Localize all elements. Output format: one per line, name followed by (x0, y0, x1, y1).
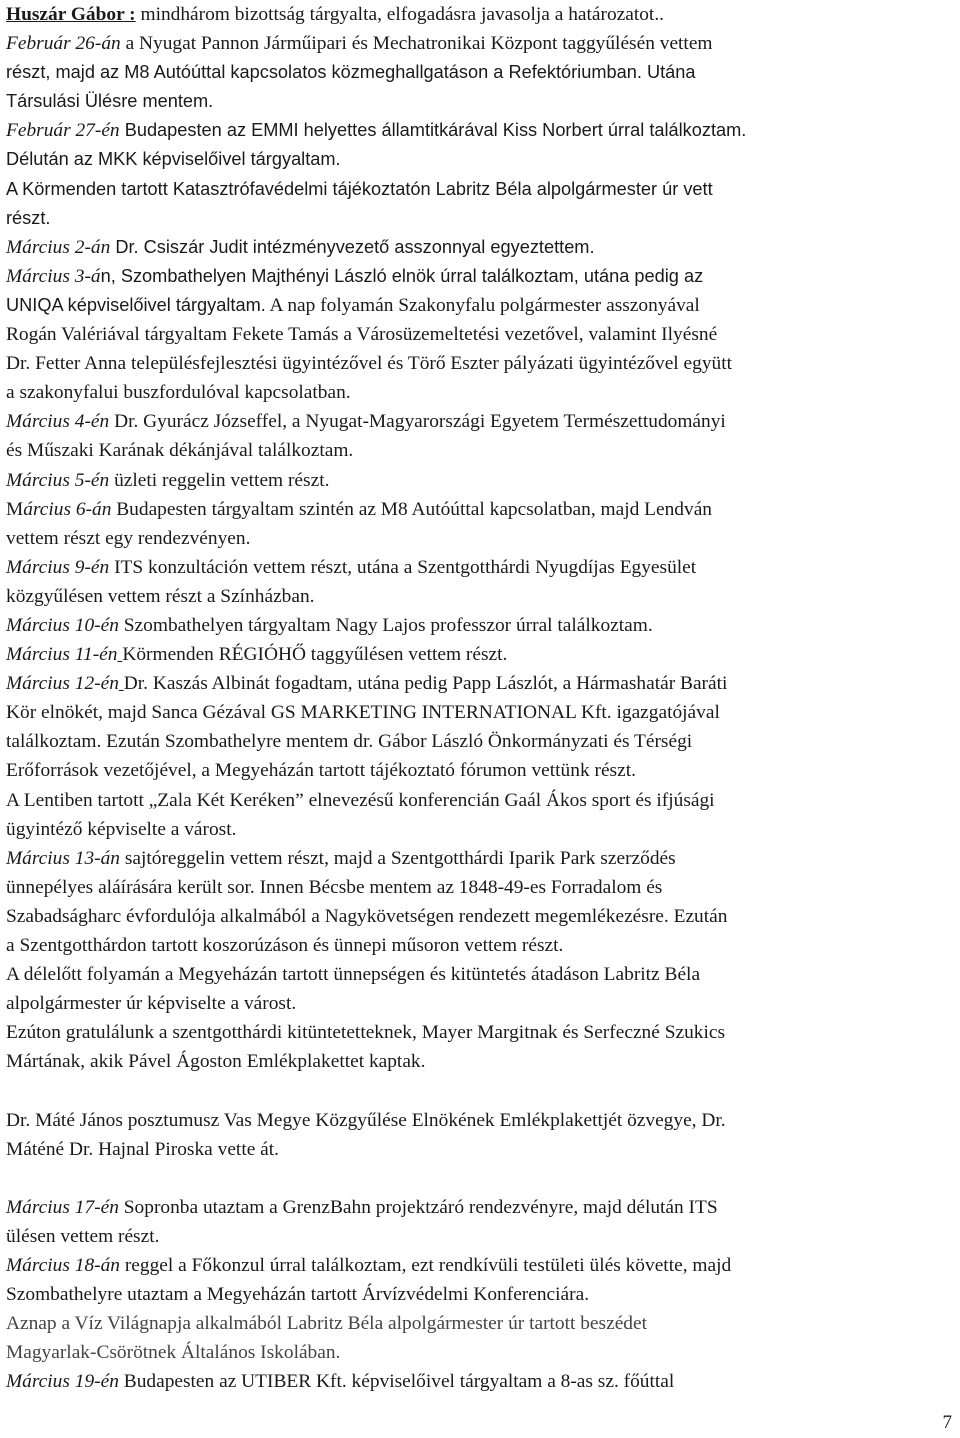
text-segment: Dr. Csiszár Judit intézményvezető asszonnyal egyeztettem. (110, 236, 595, 257)
blank-line (6, 1164, 954, 1193)
entry-date: Március 10-én (6, 614, 119, 636)
text-line (6, 0, 954, 29)
text-line (6, 204, 954, 233)
text-segment: közgyűlésen vettem részt a Színházban. (6, 585, 315, 607)
text-segment: Dr. Kaszás Albinát fogadtam, utána pedig Papp Lászlót, a Hármashatár Baráti (123, 673, 728, 695)
text-line (6, 1309, 954, 1338)
text-line (6, 815, 954, 844)
text-segment: alpolgármester úr képviselte a várost. (6, 993, 297, 1015)
document-body (6, 0, 954, 1397)
text-line (6, 1193, 954, 1222)
page-number: 7 (942, 1412, 952, 1433)
text-segment: mindhárom bizottság tárgyalta, elfogadásra javasolja a határozatot.. (135, 4, 665, 25)
text-segment: Délután az MKK képviselőivel tárgyaltam. (6, 149, 341, 170)
text-line (6, 175, 954, 204)
text-segment: UNIQA képviselőivel tárgyaltam. (6, 294, 266, 315)
entry-date: Március 13-án (6, 847, 120, 869)
text-line (6, 1106, 954, 1135)
text-line (6, 407, 954, 436)
text-segment: Budapesten az UTIBER Kft. képviselőivel tárgyaltam a 8-as sz. főúttal (118, 1371, 675, 1393)
text-segment: vettem részt egy rendezvényen. (6, 527, 251, 549)
entry-date: Március 18-án (6, 1255, 120, 1277)
text-segment: ünnepélyes aláírására került sor. Innen Bécsbe mentem az 1848-49-es Forradalom és (6, 876, 663, 898)
text-line (6, 466, 954, 495)
text-segment: ügyintéző képviselte a várost. (6, 818, 237, 840)
text-segment: ITS konzultáción vettem részt, utána a Szentgotthárdi Nyugdíjas Egyesület (109, 556, 697, 578)
text-line (6, 960, 954, 989)
text-segment: Máténé Dr. Hajnal Piroska vette át. (6, 1138, 280, 1160)
entry-date: Március 11-én (6, 644, 118, 666)
text-line (6, 931, 954, 960)
text-line (6, 29, 954, 58)
entry-date: Március 9-én (6, 556, 110, 578)
text-segment: részt. (6, 207, 51, 228)
text-segment: a Szentgotthárdon tartott koszorúzáson és ünnepi műsoron vettem részt. (6, 935, 564, 956)
text-line (6, 727, 954, 756)
text-line (6, 320, 954, 349)
text-segment: A Körmenden tartott Katasztrófavédelmi tájékoztatón Labritz Béla alpolgármester úr vett (6, 178, 713, 199)
text-segment: Körmenden RÉGIÓHŐ taggyűlésen vettem részt. (122, 644, 508, 666)
text-line (6, 582, 954, 611)
text-line (6, 262, 954, 291)
text-line (6, 145, 954, 174)
text-line (6, 58, 954, 87)
text-line (6, 495, 954, 524)
text-segment: reggel a Főkonzul úrral találkoztam, ezt rendkívüli testületi ülés követte, majd (120, 1255, 732, 1277)
text-line (6, 698, 954, 727)
text-segment: a szakonyfalui buszfordulóval kapcsolatban. (6, 382, 351, 404)
text-line (6, 553, 954, 582)
text-line (6, 669, 954, 698)
text-segment: Aznap a Víz Világnapja alkalmából Labritz Béla alpolgármester úr tartott beszédet (6, 1313, 647, 1335)
text-line (6, 378, 954, 407)
text-line (6, 1047, 954, 1076)
text-line (6, 116, 954, 145)
text-line (6, 902, 954, 931)
entry-date: Március 12-én (6, 673, 119, 695)
entry-date: Március 19-én (6, 1371, 119, 1393)
text-line (6, 436, 954, 465)
text-line (6, 1135, 954, 1164)
text-line (6, 233, 954, 262)
text-line (6, 1280, 954, 1309)
text-segment: Budapesten az EMMI helyettes államtitkárával Kiss Norbert úrral találkoztam. (119, 120, 747, 141)
text-line (6, 640, 954, 669)
text-line (6, 1367, 954, 1396)
entry-date: Február 27-én (6, 120, 120, 142)
text-line (6, 349, 954, 378)
entry-date: Március 2-án (6, 236, 111, 258)
text-segment: sajtóreggelin vettem részt, majd a Szentgotthárdi Iparik Park szerződés (120, 847, 676, 869)
entry-date: Március 17-én (6, 1196, 119, 1218)
text-line (6, 611, 954, 640)
text-segment: üzleti reggelin vettem részt. (109, 469, 330, 491)
text-segment: Szabadságharc évfordulója alkalmából a Nagykövetségen rendezett megemlékezésre. Ezután (6, 905, 728, 927)
text-segment: Ezúton gratulálunk a szentgotthárdi kitüntetetteknek, Mayer Margitnak és Serfeczné Szukics (6, 1022, 726, 1044)
text-segment: Mártának, akik Pável Ágoston Emlékplakettet kaptak. (6, 1051, 426, 1073)
text-segment: A Lentiben tartott „Zala Két Keréken” elnevezésű konferencián Gaál Ákos sport és ifjúsági (6, 789, 715, 811)
text-segment: Dr. Máté János posztumusz Vas Megye Közgyűlése Elnökének Emlékplakettjét özvegye, Dr. (6, 1109, 726, 1131)
text-segment: ülésen vettem részt. (6, 1225, 160, 1247)
text-segment: Sopronba utaztam a GrenzBahn projektzáró rendezvényre, majd délután ITS (118, 1196, 718, 1218)
text-segment: n, Szombathelyen Majthényi László elnök úrral találkoztam, utána pedig az (100, 265, 704, 286)
text-line (6, 524, 954, 553)
text-segment: Budapesten tárgyaltam szintén az M8 Autóúttal kapcsolatban, majd Lendván (111, 498, 712, 520)
entry-date: Február 26-án (6, 33, 121, 55)
text-segment: Szombathelyen tárgyaltam Nagy Lajos professzor úrral találkoztam. (118, 614, 653, 636)
text-segment: találkoztam. Ezután Szombathelyre mentem dr. Gábor László Önkormányzati és Térségi (6, 731, 693, 753)
text-line (6, 1018, 954, 1047)
text-line (6, 989, 954, 1018)
text-segment: A délelőtt folyamán a Megyeházán tartott ünnepségen és kitüntetés átadáson Labritz Béla (6, 964, 701, 986)
text-line (6, 756, 954, 785)
entry-date: Március 4-én (6, 411, 110, 433)
text-segment: és Műszaki Karának dékánjával találkoztam. (6, 440, 354, 462)
text-segment: Erőforrások vezetőjével, a Megyeházán tartott tájékoztató fórumon vettünk részt. (6, 760, 636, 782)
text-line (6, 1222, 954, 1251)
text-line (6, 873, 954, 902)
text-segment: Rogán Valériával tárgyaltam Fekete Tamás a Városüzemeltetési vezetővel, valamint Ilyésné (6, 324, 718, 346)
text-line (6, 291, 954, 320)
text-line (6, 87, 954, 116)
text-segment: A nap folyamán Szakonyfalu polgármester asszonyával (265, 294, 700, 316)
text-segment: Társulási Ülésre mentem. (6, 91, 214, 112)
text-segment: M (6, 498, 24, 520)
entry-date: Március 3-á (6, 265, 101, 287)
text-segment: Kör elnökét, majd Sanca Gézával GS MARKETING INTERNATIONAL Kft. igazgatójával (6, 702, 720, 724)
text-segment: Dr. Gyurácz Józseffel, a Nyugat-Magyarországi Egyetem Természettudományi (109, 411, 726, 433)
text-line (6, 844, 954, 873)
text-segment: részt, majd az M8 Autóúttal kapcsolatos közmeghallgatáson a Refektóriumban. Utána (6, 62, 696, 83)
text-segment: Magyarlak-Csörötnek Általános Iskolában. (6, 1342, 341, 1364)
entry-date: árcius 6-án (23, 498, 112, 520)
text-segment: Szombathelyre utaztam a Megyeházán tartott Árvízvédelmi Konferenciára. (6, 1284, 590, 1306)
text-line (6, 1338, 954, 1367)
text-line (6, 1251, 954, 1280)
entry-date: Március 5-én (6, 469, 110, 491)
text-segment: Dr. Fetter Anna településfejlesztési ügyintézővel és Törő Eszter pályázati ügyintézővel együtt (6, 353, 733, 375)
blank-line (6, 1076, 954, 1105)
speaker-name: Huszár Gábor : (6, 4, 136, 25)
text-segment: a Nyugat Pannon Járműipari és Mechatronikai Központ taggyűlésén vettem (120, 33, 713, 55)
text-line (6, 786, 954, 815)
